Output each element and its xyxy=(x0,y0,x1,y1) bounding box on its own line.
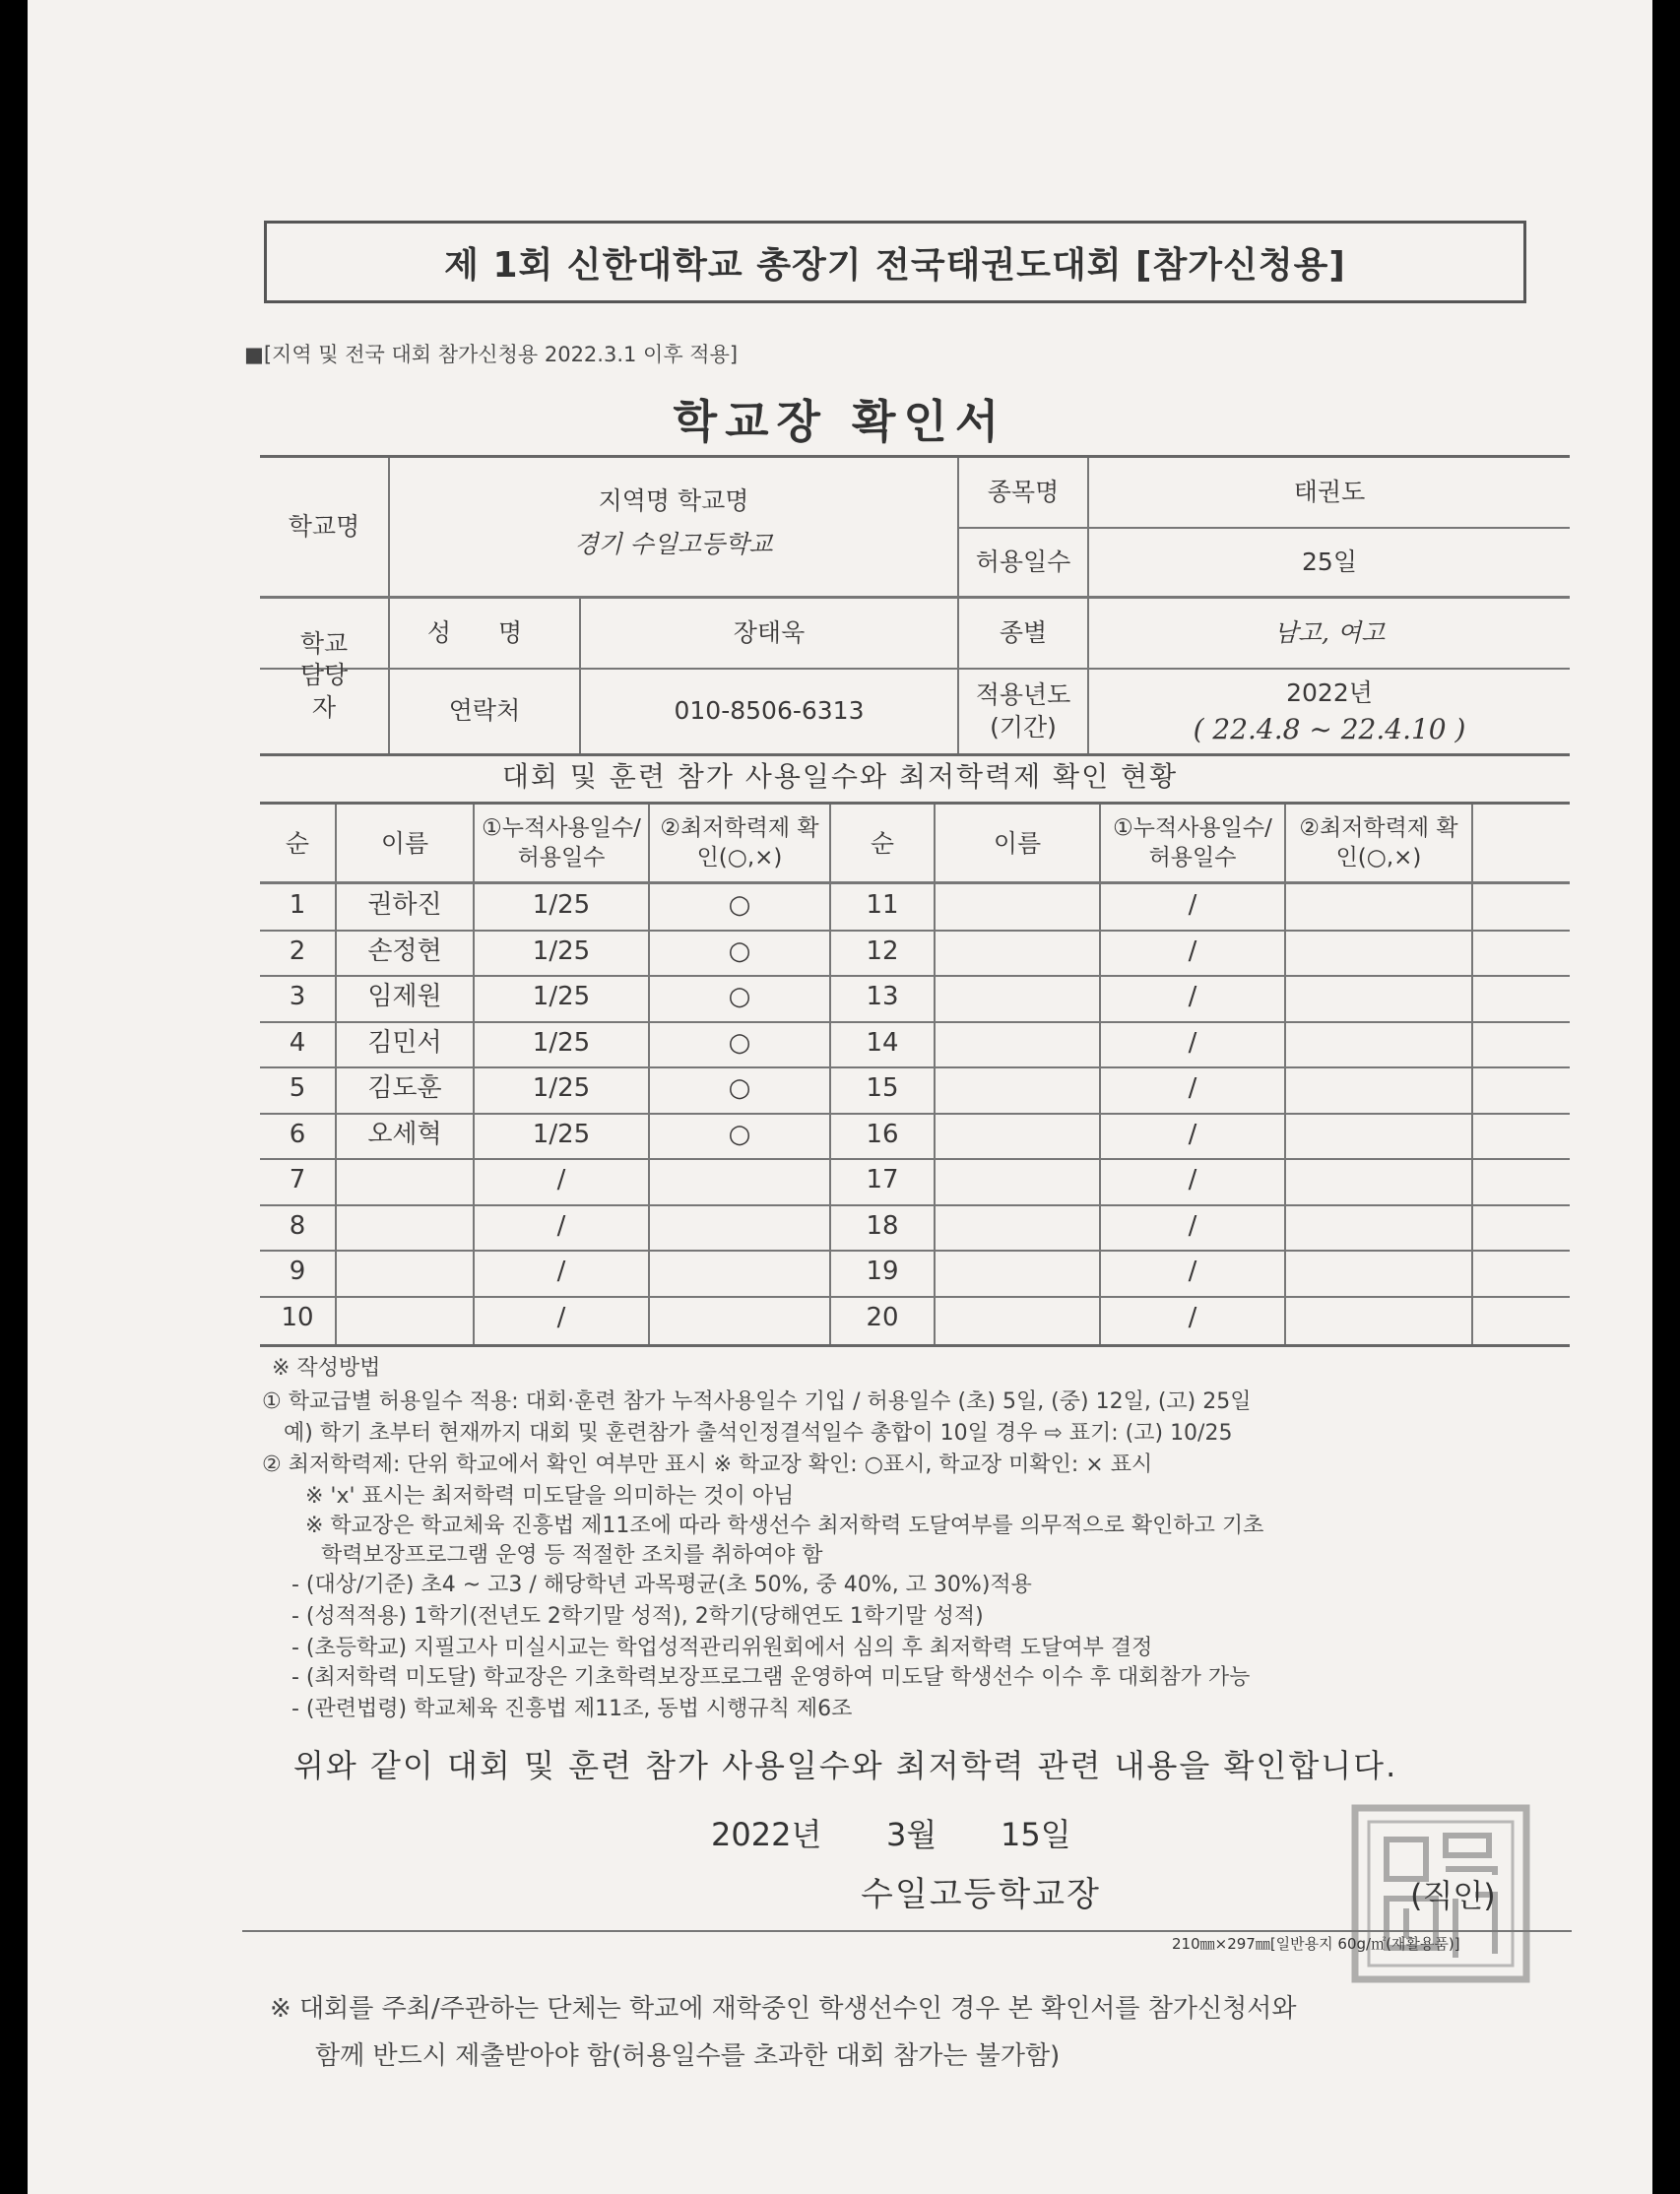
note-line: - (성적적용) 1학기(전년도 2학기말 성적), 2학기(당해연도 1학기말 성적) xyxy=(291,1604,984,1629)
date-month: 3월 xyxy=(886,1816,937,1853)
student-name xyxy=(936,1158,1099,1204)
date-year: 2022년 xyxy=(711,1816,822,1853)
sport-value: 태권도 xyxy=(1293,477,1366,506)
used-days: / xyxy=(1188,1257,1197,1287)
student-name xyxy=(936,1021,1099,1067)
row-number: 12 xyxy=(866,936,899,966)
student-name xyxy=(337,1250,473,1296)
col-min-right: ②최저학력제 확인(○,×) xyxy=(1299,815,1458,871)
student-name: 김민서 xyxy=(367,1027,442,1058)
student-name xyxy=(337,1158,473,1204)
min-achievement-mark xyxy=(650,1204,829,1251)
note-line: ※ 작성방법 xyxy=(272,1356,381,1381)
col-min-left: ②최저학력제 확인(○,×) xyxy=(660,815,819,871)
row-number: 10 xyxy=(281,1302,314,1332)
row-number: 9 xyxy=(289,1257,306,1287)
note-line: - (최저학력 미도달) 학교장은 기초학력보장프로그램 운영하여 미도달 학생선수 이수 후 대회참가 가능 xyxy=(291,1665,1251,1690)
year-label: 적용년도 (기간) xyxy=(975,680,1071,742)
min-achievement-mark xyxy=(1286,883,1471,930)
col-days-left: ①누적사용일수/허용일수 xyxy=(482,815,641,871)
used-days: 1/25 xyxy=(532,982,591,1012)
used-days: 1/25 xyxy=(532,1027,591,1058)
student-name xyxy=(337,1204,473,1251)
min-achievement-mark xyxy=(1286,975,1471,1021)
student-name xyxy=(337,1296,473,1342)
period-value: ( 22.4.8 ~ 22.4.10 ) xyxy=(1193,712,1466,745)
footer-line: ※ 대회를 주최/주관하는 단체는 학교에 재학중인 학생선수인 경우 본 확인서를 참가신청서와 xyxy=(270,1994,1297,2024)
student-name: 손정현 xyxy=(367,936,442,966)
applicability-note: ■[지역 및 전국 대회 참가신청용 2022.3.1 이후 적용] xyxy=(244,343,739,366)
row-number: 20 xyxy=(866,1302,899,1332)
note-line: - (대상/기준) 초4 ~ 고3 / 해당학년 과목평균(초 50%, 중 40%, 고 30%)적용 xyxy=(291,1573,1032,1597)
sport-label: 종목명 xyxy=(987,477,1060,506)
row-number: 8 xyxy=(289,1210,306,1241)
col-days-right: ①누적사용일수/허용일수 xyxy=(1113,815,1272,871)
row-number: 5 xyxy=(289,1073,306,1104)
student-name: 임제원 xyxy=(367,982,442,1012)
min-achievement-mark: ○ xyxy=(728,936,751,966)
min-achievement-mark xyxy=(1286,1204,1471,1251)
row-number: 16 xyxy=(866,1119,899,1149)
contact-label: 연락처 xyxy=(448,696,521,726)
note-line: - (초등학교) 지필고사 미실시교는 학업성적관리위원회에서 심의 후 최저학력 도달여부 결정 xyxy=(291,1636,1153,1660)
date-day: 15일 xyxy=(1001,1816,1071,1853)
student-name: 권하진 xyxy=(367,890,442,921)
footer-note xyxy=(270,1985,1296,2080)
row-number: 4 xyxy=(289,1027,306,1058)
document-page xyxy=(28,0,1652,2194)
used-days: 1/25 xyxy=(532,1119,591,1149)
row-number: 11 xyxy=(866,890,899,921)
contact-value: 010-8506-6313 xyxy=(674,696,865,726)
note-line: ※ 'x' 표시는 최저학력 미도달을 의미하는 것이 아님 xyxy=(305,1484,795,1509)
row-number: 1 xyxy=(289,890,306,921)
row-number: 6 xyxy=(289,1119,306,1149)
used-days: / xyxy=(1188,1210,1197,1241)
min-achievement-mark xyxy=(1286,1296,1471,1342)
min-achievement-mark: ○ xyxy=(728,982,751,1012)
row-number: 2 xyxy=(289,936,306,966)
min-achievement-mark xyxy=(650,1250,829,1296)
used-days: / xyxy=(1188,1302,1197,1332)
category-label: 종별 xyxy=(999,617,1048,647)
col-no-left: 순 xyxy=(285,828,310,858)
note-line: ※ 학교장은 학교체육 진흥법 제11조에 따라 학생선수 최저학력 도달여부를 의무적으로 확인하고 기초 xyxy=(305,1514,1264,1538)
school-value: 경기 수일고등학교 xyxy=(574,529,773,558)
used-days: / xyxy=(1188,890,1197,921)
student-name xyxy=(936,1066,1099,1113)
min-achievement-mark: ○ xyxy=(728,1027,751,1058)
row-number: 7 xyxy=(289,1165,306,1195)
used-days: 1/25 xyxy=(532,890,591,921)
category-value: 남고, 여고 xyxy=(1273,617,1386,647)
school-info-table xyxy=(260,455,1570,756)
min-achievement-mark xyxy=(650,1296,829,1342)
row-number: 19 xyxy=(866,1257,899,1287)
col-no-right: 순 xyxy=(870,828,895,858)
col-name-left: 이름 xyxy=(380,828,429,858)
used-days: / xyxy=(1188,982,1197,1012)
used-days: / xyxy=(556,1210,566,1241)
used-days: / xyxy=(1188,1119,1197,1149)
used-days: 1/25 xyxy=(532,1073,591,1104)
min-achievement-mark xyxy=(1286,1021,1471,1067)
row-number: 3 xyxy=(289,982,306,1012)
used-days: / xyxy=(1188,1165,1197,1195)
student-name xyxy=(936,975,1099,1021)
footer-line: 함께 반드시 제출받아야 함(허용일수를 초과한 대회 참가는 불가함) xyxy=(315,2041,1061,2071)
student-name: 오세혁 xyxy=(367,1119,442,1149)
note-line: 학력보장프로그램 운영 등 적절한 조치를 취하여야 함 xyxy=(321,1543,823,1568)
used-days: 1/25 xyxy=(532,936,591,966)
student-name xyxy=(936,1250,1099,1296)
student-name xyxy=(936,930,1099,976)
min-achievement-mark: ○ xyxy=(728,1073,751,1104)
min-achievement-mark: ○ xyxy=(728,890,751,921)
used-days: / xyxy=(556,1257,566,1287)
row-number: 13 xyxy=(866,982,899,1012)
used-days: / xyxy=(1188,1027,1197,1058)
student-name xyxy=(936,883,1099,930)
document-title: 학교장 확인서 xyxy=(673,395,1007,448)
note-line: ② 최저학력제: 단위 학교에서 확인 여부만 표시 ※ 학교장 확인: ○표시, 학교장 미확인: × 표시 xyxy=(262,1452,1153,1477)
student-name: 김도훈 xyxy=(367,1073,442,1104)
min-achievement-mark xyxy=(1286,1113,1471,1159)
allowed-days-label: 허용일수 xyxy=(975,547,1071,576)
note-line: ① 학교급별 허용일수 적용: 대회·훈련 참가 누적사용일수 기입 / 허용일수 (초) 5일, (중) 12일, (고) 25일 xyxy=(262,1389,1252,1414)
section-title: 대회 및 훈련 참가 사용일수와 최저학력제 확인 현황 xyxy=(501,760,1179,793)
note-line: 예) 학기 초부터 현재까지 대회 및 훈련참가 출석인정결석일수 총합이 10일 경우 ⇨ 표기: (고) 10/25 xyxy=(284,1421,1233,1446)
event-title: 제 1회 신한대학교 총장기 전국태권도대회 [참가신청용] xyxy=(264,221,1526,303)
used-days: / xyxy=(556,1165,566,1195)
name-label: 성 명 xyxy=(426,617,543,647)
row-number: 14 xyxy=(866,1027,899,1058)
used-days: / xyxy=(1188,1073,1197,1104)
used-days: / xyxy=(556,1302,566,1332)
principal-title: 수일고등학교장 xyxy=(861,1875,1101,1914)
usage-status-table xyxy=(260,802,1570,1347)
confirmation-statement: 위와 같이 대회 및 훈련 참가 사용일수와 최저학력 관련 내용을 확인합니다. xyxy=(293,1747,1398,1784)
row-number: 18 xyxy=(866,1210,899,1241)
student-name xyxy=(936,1296,1099,1342)
used-days: / xyxy=(1188,936,1197,966)
row-number: 17 xyxy=(866,1165,899,1195)
col-name-right: 이름 xyxy=(993,828,1042,858)
row-number: 15 xyxy=(866,1073,899,1104)
student-name xyxy=(936,1113,1099,1159)
min-achievement-mark: ○ xyxy=(728,1119,751,1149)
min-achievement-mark xyxy=(1286,1250,1471,1296)
seal-label: (직인) xyxy=(1410,1877,1496,1914)
student-name xyxy=(936,1204,1099,1251)
manager-label: 학교 담당자 xyxy=(299,628,349,722)
school-label: 학교명 xyxy=(288,511,360,541)
allowed-days-value: 25일 xyxy=(1302,547,1357,576)
name-value: 장태욱 xyxy=(733,617,806,647)
min-achievement-mark xyxy=(650,1158,829,1204)
year-value: 2022년 xyxy=(1286,678,1373,707)
note-line: - (관련법령) 학교체육 진흥법 제11조, 동법 시행규칙 제6조 xyxy=(291,1697,853,1721)
min-achievement-mark xyxy=(1286,930,1471,976)
paper-spec: 210㎜×297㎜[일반용지 60g/㎡(재활용품)] xyxy=(1172,1935,1460,1953)
school-region-header: 지역명 학교명 xyxy=(598,485,749,515)
min-achievement-mark xyxy=(1286,1158,1471,1204)
min-achievement-mark xyxy=(1286,1066,1471,1113)
